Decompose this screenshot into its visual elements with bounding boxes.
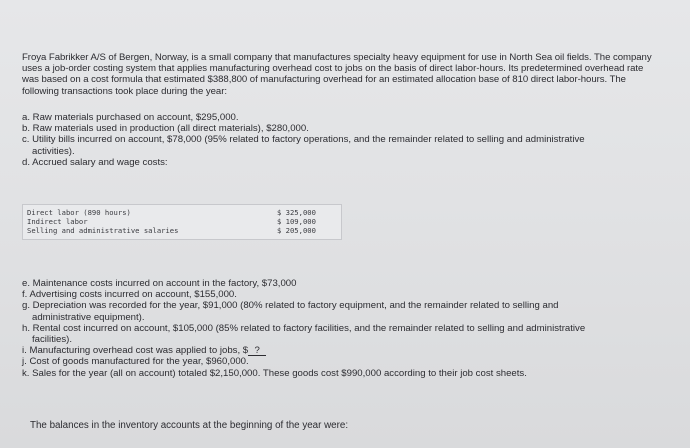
transaction-b: b. Raw materials used in production (all direct materials), $280,000.: [22, 123, 309, 135]
row-label: Selling and administrative salaries: [27, 226, 179, 235]
inventory-balances-heading: The balances in the inventory accounts at the beginning of the year were:: [30, 420, 349, 431]
transaction-g-continued: administrative equipment).: [32, 311, 145, 323]
transaction-i: [22, 345, 674, 356]
transaction-c-continued: activities).: [32, 145, 75, 157]
transactions-list-a-d: [22, 112, 672, 168]
transaction-g: g. Depreciation was recorded for the year, $91,000 (80% related to factory equipment, and the remainder related to selling and: [22, 300, 559, 312]
transactions-list-e-k: [22, 278, 674, 379]
problem-intro: Froya Fabrikker A/S of Bergen, Norway, is a small company that manufactures specialty heavy equipment for use in North Sea oil fields. The company uses a job-order costing system that applies manufacturing overhead cost to jobs on the basis of direct labor-hours. Its predetermined overhead rate was based on a cost formula that estimated $388,800 of manufacturing overhead for an estimated allocation base of 810 direct labor-hours. The following transactions took place during the year:: [22, 52, 652, 97]
row-label: Direct labor (890 hours): [27, 208, 131, 217]
transaction-c: c. Utility bills incurred on account, $78,000 (95% related to factory operations, and the remainder related to selling and administrative: [22, 134, 585, 146]
transaction-h: h. Rental cost incurred on account, $105,000 (85% related to factory facilities, and the remainder related to selling and administrative: [22, 322, 586, 334]
row-label: Indirect labor: [27, 217, 88, 226]
transaction-f: f. Advertising costs incurred on account, $155,000.: [22, 289, 237, 301]
transaction-i-text: i. Manufacturing overhead cost was applied to jobs, $: [22, 345, 249, 357]
row-value: $ 109,000: [277, 217, 316, 226]
transaction-a: a. Raw materials purchased on account, $295,000.: [22, 112, 239, 123]
table-row: [27, 226, 335, 236]
transaction-d: d. Accrued salary and wage costs:: [22, 156, 168, 168]
transaction-e: e. Maintenance costs incurred on account in the factory, $73,000: [22, 278, 297, 289]
transaction-j: j. Cost of goods manufactured for the year, $960,000.: [22, 356, 249, 368]
transaction-k: k. Sales for the year (all on account) totaled $2,150,000. These goods cost $990,000 according to their job cost sheets.: [22, 367, 527, 379]
salary-wage-table: [22, 204, 342, 240]
row-value: $ 205,000: [277, 226, 316, 235]
answer-blank[interactable]: ?: [248, 346, 266, 356]
transaction-h-continued: facilities).: [32, 334, 72, 346]
row-value: $ 325,000: [277, 208, 316, 217]
